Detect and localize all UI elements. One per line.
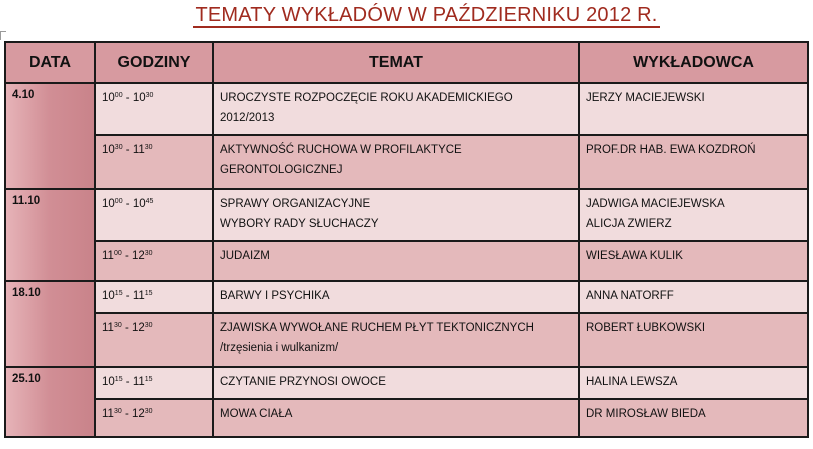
lecturer-cell (579, 399, 808, 437)
end-minute: 30 (145, 92, 154, 99)
end-hour: 12 (131, 322, 145, 334)
table-row (5, 83, 808, 135)
time-separator: - (121, 250, 132, 262)
topic-line: JUDAIZM (220, 250, 270, 262)
topic-line: BARWY I PSYCHIKA (220, 290, 330, 302)
start-minute: 00 (114, 92, 123, 99)
hours-cell (95, 313, 213, 367)
table-row (5, 135, 808, 189)
lecturer-line: DR MIROSŁAW BIEDA (586, 408, 706, 420)
topic-line: UROCZYSTE ROZPOCZĘCIE ROKU AKADEMICKIEGO (220, 92, 513, 104)
lecturer-line: HALINA LEWSZA (586, 376, 678, 388)
table-body (5, 83, 808, 437)
time-separator: - (122, 92, 133, 104)
hours-cell (95, 241, 213, 281)
lecturer-line: JERZY MACIEJEWSKI (586, 92, 705, 104)
end-hour: 11 (132, 144, 145, 156)
topic-line: WYBORY RADY SŁUCHACZY (220, 218, 379, 230)
page-title-text: TEMATY WYKŁADÓW W PAŹDZIERNIKU 2012 R. (195, 4, 658, 26)
lecturer-line: PROF.DR HAB. EWA KOZDROŃ (586, 144, 756, 156)
start-minute: 30 (114, 144, 123, 151)
time-separator: - (122, 198, 133, 210)
end-minute: 30 (144, 322, 153, 329)
page-title (0, 4, 813, 28)
lecturer-line: ROBERT ŁUBKOWSKI (586, 322, 706, 334)
end-hour: 11 (132, 376, 145, 388)
lecturer-cell (579, 83, 808, 135)
hours-cell (95, 281, 213, 313)
date-cell: 4.10 (5, 83, 95, 189)
hours-cell (95, 135, 213, 189)
topic-cell (213, 189, 579, 241)
topic-line: CZYTANIE PRZYNOSI OWOCE (220, 376, 386, 388)
table-header-row (5, 42, 808, 83)
start-minute: 00 (114, 198, 123, 205)
hours-cell (95, 367, 213, 399)
lecturer-cell (579, 281, 808, 313)
header-date: DATA (5, 42, 95, 83)
topic-line: GERONTOLOGICZNEJ (220, 164, 343, 176)
topic-line: /trzęsienia i wulkanizm/ (220, 342, 339, 354)
lecturer-cell (579, 135, 808, 189)
start-hour: 10 (102, 376, 115, 388)
header-lecturer: WYKŁADOWCA (579, 42, 808, 83)
start-hour: 10 (102, 92, 115, 104)
end-minute: 15 (144, 376, 153, 383)
topic-cell (213, 135, 579, 189)
lecturer-cell (579, 189, 808, 241)
hours-cell (95, 189, 213, 241)
end-minute: 30 (144, 250, 153, 257)
lecturer-line: WIESŁAWA KULIK (586, 250, 683, 262)
start-minute: 15 (114, 290, 123, 297)
table-row (5, 313, 808, 367)
header-hours: GODZINY (95, 42, 213, 83)
start-hour: 10 (102, 290, 115, 302)
end-minute: 30 (144, 408, 153, 415)
table-row (5, 367, 808, 399)
hours-cell (95, 399, 213, 437)
topic-cell (213, 399, 579, 437)
start-hour: 10 (102, 198, 115, 210)
start-minute: 00 (113, 250, 122, 257)
topic-cell (213, 241, 579, 281)
topic-cell (213, 313, 579, 367)
time-separator: - (122, 144, 133, 156)
lecturer-line: ALICJA ZWIERZ (586, 218, 672, 230)
date-cell: 11.10 (5, 189, 95, 281)
date-cell: 25.10 (5, 367, 95, 437)
end-hour: 12 (131, 408, 145, 420)
header-topic: TEMAT (213, 42, 579, 83)
end-hour: 12 (131, 250, 145, 262)
topic-cell (213, 83, 579, 135)
start-hour: 11 (102, 322, 114, 334)
end-hour: 10 (132, 198, 146, 210)
topic-cell (213, 281, 579, 313)
time-separator: - (121, 322, 132, 334)
start-minute: 15 (114, 376, 123, 383)
lecturer-cell (579, 367, 808, 399)
time-separator: - (122, 290, 133, 302)
table-anchor-mark (0, 31, 6, 40)
end-hour: 11 (132, 290, 145, 302)
end-minute: 45 (145, 198, 154, 205)
topic-line: SPRAWY ORGANIZACYJNE (220, 198, 371, 210)
table-row (5, 189, 808, 241)
start-hour: 11 (102, 408, 114, 420)
start-hour: 11 (102, 250, 114, 262)
lecture-schedule-table (4, 41, 809, 438)
lecturer-line: JADWIGA MACIEJEWSKA (586, 198, 725, 210)
time-separator: - (121, 408, 132, 420)
hours-cell (95, 83, 213, 135)
lecturer-cell (579, 241, 808, 281)
table-row (5, 399, 808, 437)
table-row (5, 241, 808, 281)
topic-line: MOWA CIAŁA (220, 408, 293, 420)
time-separator: - (122, 376, 133, 388)
end-hour: 10 (132, 92, 146, 104)
topic-line: ZJAWISKA WYWOŁANE RUCHEM PŁYT TEKTONICZNYCH (220, 322, 534, 334)
topic-line: AKTYWNOŚĆ RUCHOWA W PROFILAKTYCE (220, 144, 462, 156)
start-minute: 30 (113, 408, 122, 415)
lecturer-cell (579, 313, 808, 367)
start-minute: 30 (113, 322, 122, 329)
topic-cell (213, 367, 579, 399)
topic-line: 2012/2013 (220, 112, 275, 124)
start-hour: 10 (102, 144, 115, 156)
lecturer-line: ANNA NATORFF (586, 290, 674, 302)
end-minute: 15 (144, 290, 153, 297)
table-row (5, 281, 808, 313)
end-minute: 30 (144, 144, 153, 151)
date-cell: 18.10 (5, 281, 95, 367)
